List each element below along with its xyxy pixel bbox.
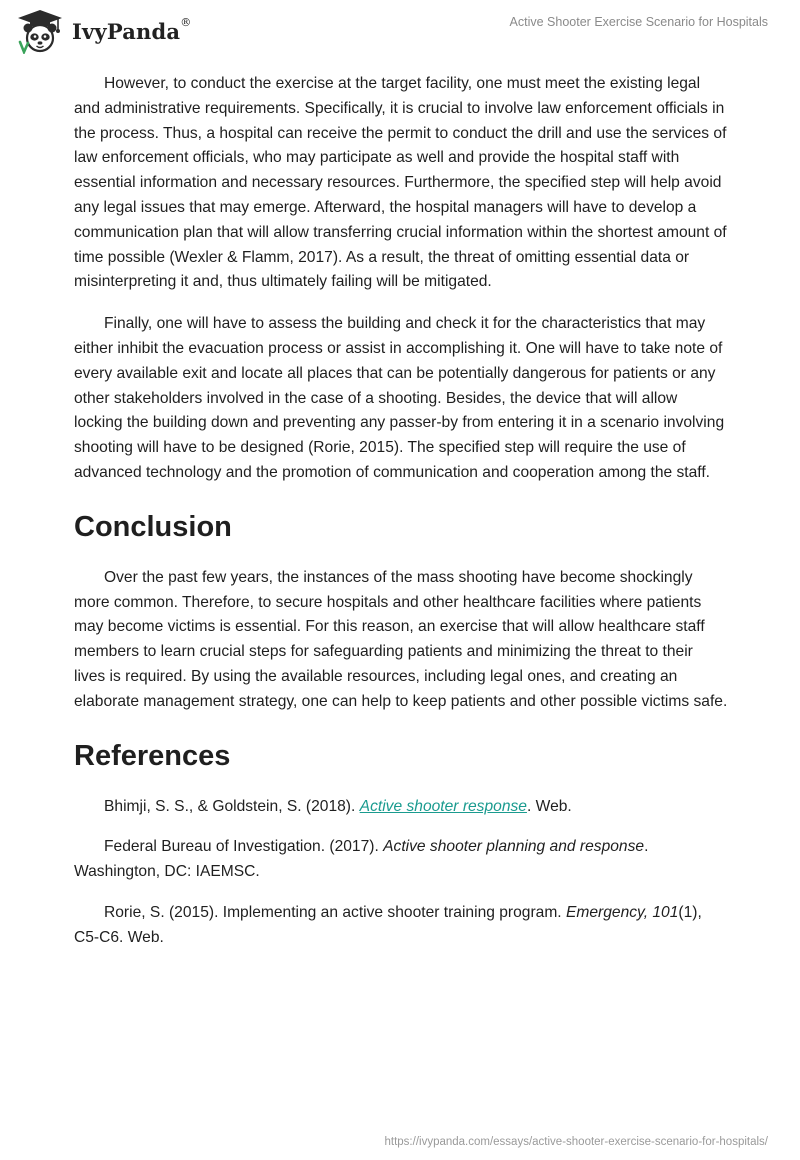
paragraph: Finally, one will have to assess the building and check it for the characteristics that may either inhibit the evacuation process or assist in accomplishing it. One will have to take note of every available exit and locate all places that can be potentially dangerous for patients or any other stakeholders involved in the case of a shooting. Besides, the device that will allow locking the building down and preventing any passer-by from entering it in a scenario involving shooting will have to be designed (Rorie, 2015). The specified step will require the use of advanced technology and the promotion of communication and cooperation among the staff.	[74, 315, 725, 481]
document-title: Active Shooter Exercise Scenario for Hospitals	[509, 15, 768, 29]
reference-link[interactable]: Active shooter response	[359, 797, 527, 815]
page-header	[0, 0, 800, 62]
panda-mortarboard-icon	[14, 8, 66, 54]
conclusion-paragraph: Over the past few years, the instances of the mass shooting have become shockingly more common. Therefore, to secure hospitals and other healthcare facilities where patients may become victims is essential. For this reason, an exercise that will allow healthcare staff members to learn crucial steps for safeguarding patients and minimizing the threat to their lives is required. By using the available resources, including legal ones, and creating an elaborate management strategy, one can help to keep patients and other possible victims safe.	[74, 568, 728, 710]
source-url[interactable]: https://ivypanda.com/essays/active-shooter-exercise-scenario-for-hospitals/	[384, 1136, 768, 1148]
reference-item: Rorie, S. (2015). Implementing an active shooter training program. Emergency, 101(1), C5-C6. Web.	[74, 903, 702, 946]
brand-name: IvyPanda®	[72, 15, 192, 44]
ivypanda-logo[interactable]	[14, 8, 191, 54]
paragraph: However, to conduct the exercise at the target facility, one must meet the existing legal and administrative requirements. Specifically, it is crucial to involve law enforcement officials in the process. Thus, a hospital can receive the permit to conduct the drill and use the services of law enforcement officials, who may participate as well and provide the hospital staff with essential information and necessary resources. Furthermore, the specified step will help avoid any legal issues that may emerge. Afterward, the hospital managers will have to develop a communication plan that will allow transferring crucial information within the shortest amount of time possible (Wexler & Flamm, 2017). As a result, the threat of omitting essential data or misinterpreting it and, thus ultimately failing will be mitigated.	[74, 75, 727, 291]
reference-item: Federal Bureau of Investigation. (2017). Active shooter planning and response. Washington, DC: IAEMSC.	[74, 838, 649, 881]
conclusion-heading: Conclusion	[74, 510, 232, 543]
essay-body	[74, 72, 728, 967]
reference-item: Bhimji, S. S., & Goldstein, S. (2018). Active shooter response. Web.	[104, 797, 572, 815]
references-heading: References	[74, 739, 231, 772]
